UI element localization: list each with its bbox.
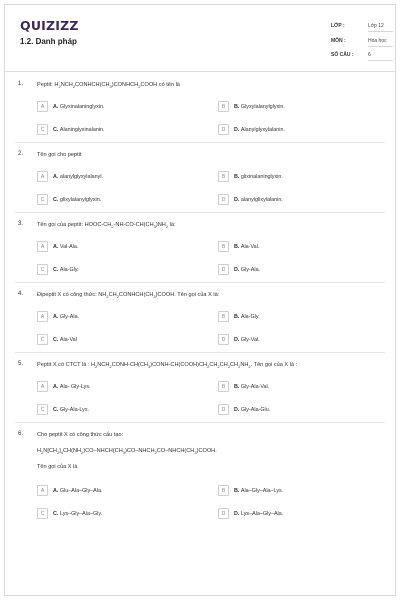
option-text: [53, 407, 89, 413]
option-text: [234, 174, 283, 180]
option-value: Ala-Gly.: [240, 313, 260, 320]
answer-option-a[interactable]: [37, 101, 105, 112]
option-key: A.: [53, 383, 60, 390]
option-text: [234, 127, 285, 133]
answer-option-a[interactable]: [37, 171, 103, 182]
option-value: Gly-Val.: [240, 336, 260, 343]
question-formula: $H_2N[CH_2]_4CH(NH_2)CO-NHCH(CH_3)CO-NHCH_2CO-NHCH(CH_3)COOH$.: [37, 448, 217, 456]
option-letter-box: C: [37, 194, 48, 205]
option-text: [234, 267, 260, 273]
option-text: [234, 407, 270, 413]
answer-option-a[interactable]: [37, 311, 79, 322]
answer-option-d[interactable]: [218, 264, 260, 275]
option-key: D.: [234, 126, 241, 133]
option-letter-box: B: [218, 241, 229, 252]
option-key: C.: [53, 336, 60, 343]
option-letter-box: A: [37, 241, 48, 252]
option-value: Lys–Gly–Ala–Gly.: [59, 510, 103, 517]
option-value: Gly-Ala-Val.: [240, 383, 270, 390]
option-key: C.: [53, 406, 60, 413]
question-text: Peptit: $H_2NCH_2CONHCH(CH_3)CONHCH_2COOH$ có tên là: [37, 82, 180, 90]
option-value: Ala- Gly-Lys.: [59, 383, 91, 390]
question-prompt: Tên gọi của X là: [37, 464, 78, 470]
option-letter-box: B: [218, 311, 229, 322]
answer-option-a[interactable]: [37, 381, 91, 392]
question-number: 2.: [18, 151, 24, 157]
question-text: Đipeptit X có công thức: $NH_2CH_2CONHCH(CH_3)COOH$. Tên gọi của X là:: [37, 292, 220, 300]
option-key: A.: [53, 313, 60, 320]
header-divider: [5, 71, 395, 72]
option-text: [53, 244, 78, 250]
answer-option-b[interactable]: [218, 311, 260, 322]
answer-option-c[interactable]: [37, 404, 89, 415]
worksheet-meta: [331, 19, 393, 63]
answer-option-a[interactable]: [37, 485, 102, 496]
option-text: [53, 267, 79, 273]
answer-option-c[interactable]: [37, 124, 105, 135]
option-text: [53, 314, 79, 320]
subject-label: MÔN :: [331, 37, 346, 44]
option-value: Ala-Val: [59, 336, 77, 343]
option-letter-box: C: [37, 264, 48, 275]
answer-option-a[interactable]: [37, 241, 78, 252]
option-value: glixylalanylglyxin.: [59, 196, 102, 203]
question-divider: [15, 212, 385, 213]
question-divider: [15, 282, 385, 283]
option-value: glixinalaninglyxin.: [240, 173, 283, 180]
option-value: Glu–Ala–Gly–Ala.: [59, 487, 103, 494]
option-text: [53, 104, 105, 110]
option-letter-box: B: [218, 485, 229, 496]
question-text: Peptit X có CTCT là : $H_2NCH_2CONH-CH(CH_3)CONH-CH(COOH)CH_2CH_2CH_2CH_2NH_2$. Tên gọi của X là :: [37, 362, 298, 370]
option-value: Ala-Val.: [240, 243, 260, 250]
worksheet-header: [5, 5, 395, 67]
option-key: D.: [234, 266, 241, 273]
option-key: C.: [53, 510, 60, 517]
question-count-label: SỐ CÂU :: [331, 52, 354, 59]
option-key: A.: [53, 487, 60, 494]
option-value: Ala–Gly–Ala–Lys.: [240, 487, 284, 494]
option-text: [234, 314, 260, 320]
option-value: Val-Ala.: [59, 243, 79, 250]
question-number: 3.: [18, 221, 24, 227]
question-number: 4.: [18, 291, 24, 297]
quizizz-logo: QUIZIZZ: [20, 18, 79, 33]
option-text: [234, 337, 260, 343]
option-value: Gly-Ala-Glu.: [240, 406, 271, 413]
option-text: [53, 197, 101, 203]
answer-option-b[interactable]: [218, 241, 259, 252]
option-key: D.: [234, 406, 241, 413]
option-letter-box: D: [218, 508, 229, 519]
option-text: [53, 127, 105, 133]
option-text: [53, 174, 103, 180]
answer-option-c[interactable]: [37, 334, 77, 345]
option-value: Alaninglyxinalanin.: [59, 126, 105, 133]
option-text: [53, 488, 102, 494]
worksheet-title: 1.2. Danh pháp: [20, 37, 77, 46]
option-value: Lys–Ala–Gly–Ala.: [240, 510, 284, 517]
question-text: Cho peptit X có công thức cấu tạo:: [37, 432, 124, 438]
answer-option-c[interactable]: [37, 264, 79, 275]
option-letter-box: B: [218, 381, 229, 392]
question-text: Tên gọi cho peptit: [37, 152, 82, 158]
meta-subject-row: [331, 34, 393, 49]
option-key: A.: [53, 243, 60, 250]
option-letter-box: C: [37, 334, 48, 345]
option-value: alanylglyxylalanyl.: [59, 173, 104, 180]
question-count-value: 6: [368, 49, 393, 61]
option-key: B.: [234, 487, 241, 494]
option-key: B.: [234, 383, 241, 390]
meta-class-row: [331, 19, 393, 34]
answer-option-d[interactable]: [218, 334, 260, 345]
question-number: 1.: [18, 81, 24, 87]
answer-option-b[interactable]: [218, 381, 269, 392]
option-text: [234, 488, 283, 494]
option-letter-box: A: [37, 171, 48, 182]
option-key: B.: [234, 313, 241, 320]
option-key: D.: [234, 510, 241, 517]
option-text: [234, 197, 283, 203]
question-text: Tên gọi của peptit: HOOC-$CH_2-NH-CO-CH(CH_3)NH_2$ là:: [37, 222, 176, 230]
option-key: B.: [234, 243, 241, 250]
option-key: C.: [53, 126, 60, 133]
option-letter-box: A: [37, 485, 48, 496]
class-value: Lớp 12: [368, 20, 393, 32]
answer-option-c[interactable]: [37, 194, 101, 205]
answer-option-b[interactable]: [218, 485, 283, 496]
option-key: A.: [53, 103, 60, 110]
answer-option-d[interactable]: [218, 194, 283, 205]
answer-option-b[interactable]: [218, 171, 283, 182]
option-key: B.: [234, 173, 241, 180]
option-letter-box: B: [218, 171, 229, 182]
option-letter-box: C: [37, 404, 48, 415]
option-text: [53, 384, 91, 390]
option-value: Glyxylalanylglyxin.: [240, 103, 285, 110]
question-divider: [15, 422, 385, 423]
option-text: [53, 511, 102, 517]
question-number: 5.: [18, 361, 24, 367]
option-key: D.: [234, 196, 241, 203]
option-key: B.: [234, 103, 241, 110]
meta-count-row: [331, 48, 393, 63]
question-number: 6.: [18, 431, 24, 437]
class-label: LỚP :: [331, 23, 345, 30]
option-value: Gly-Ala-Lys.: [59, 406, 90, 413]
option-letter-box: D: [218, 194, 229, 205]
answer-option-d[interactable]: [218, 508, 283, 519]
option-letter-box: A: [37, 101, 48, 112]
option-letter-box: D: [218, 404, 229, 415]
option-key: D.: [234, 336, 241, 343]
option-letter-box: D: [218, 264, 229, 275]
option-letter-box: A: [37, 381, 48, 392]
option-letter-box: D: [218, 124, 229, 135]
option-letter-box: D: [218, 334, 229, 345]
option-value: Gly-Ala.: [59, 313, 80, 320]
answer-option-b[interactable]: [218, 101, 285, 112]
option-key: C.: [53, 196, 60, 203]
option-letter-box: A: [37, 311, 48, 322]
option-letter-box: C: [37, 508, 48, 519]
answer-option-d[interactable]: [218, 404, 270, 415]
question-divider: [15, 352, 385, 353]
option-text: [234, 244, 259, 250]
option-value: Alanylglyxylalanin.: [240, 126, 285, 133]
option-key: C.: [53, 266, 60, 273]
option-text: [234, 384, 269, 390]
option-key: A.: [53, 173, 60, 180]
option-value: Gly-Ala.: [240, 266, 261, 273]
option-text: [234, 511, 283, 517]
worksheet-page: [4, 4, 396, 596]
option-letter-box: B: [218, 101, 229, 112]
option-text: [53, 337, 77, 343]
subject-value: Hóa học: [368, 35, 393, 47]
option-value: Glyxinalaninglyxin.: [59, 103, 105, 110]
option-value: Ala-Gly.: [59, 266, 79, 273]
option-value: alanylglixylalanin.: [240, 196, 283, 203]
question-divider: [15, 142, 385, 143]
option-letter-box: C: [37, 124, 48, 135]
answer-option-c[interactable]: [37, 508, 102, 519]
option-text: [234, 104, 285, 110]
answer-option-d[interactable]: [218, 124, 285, 135]
